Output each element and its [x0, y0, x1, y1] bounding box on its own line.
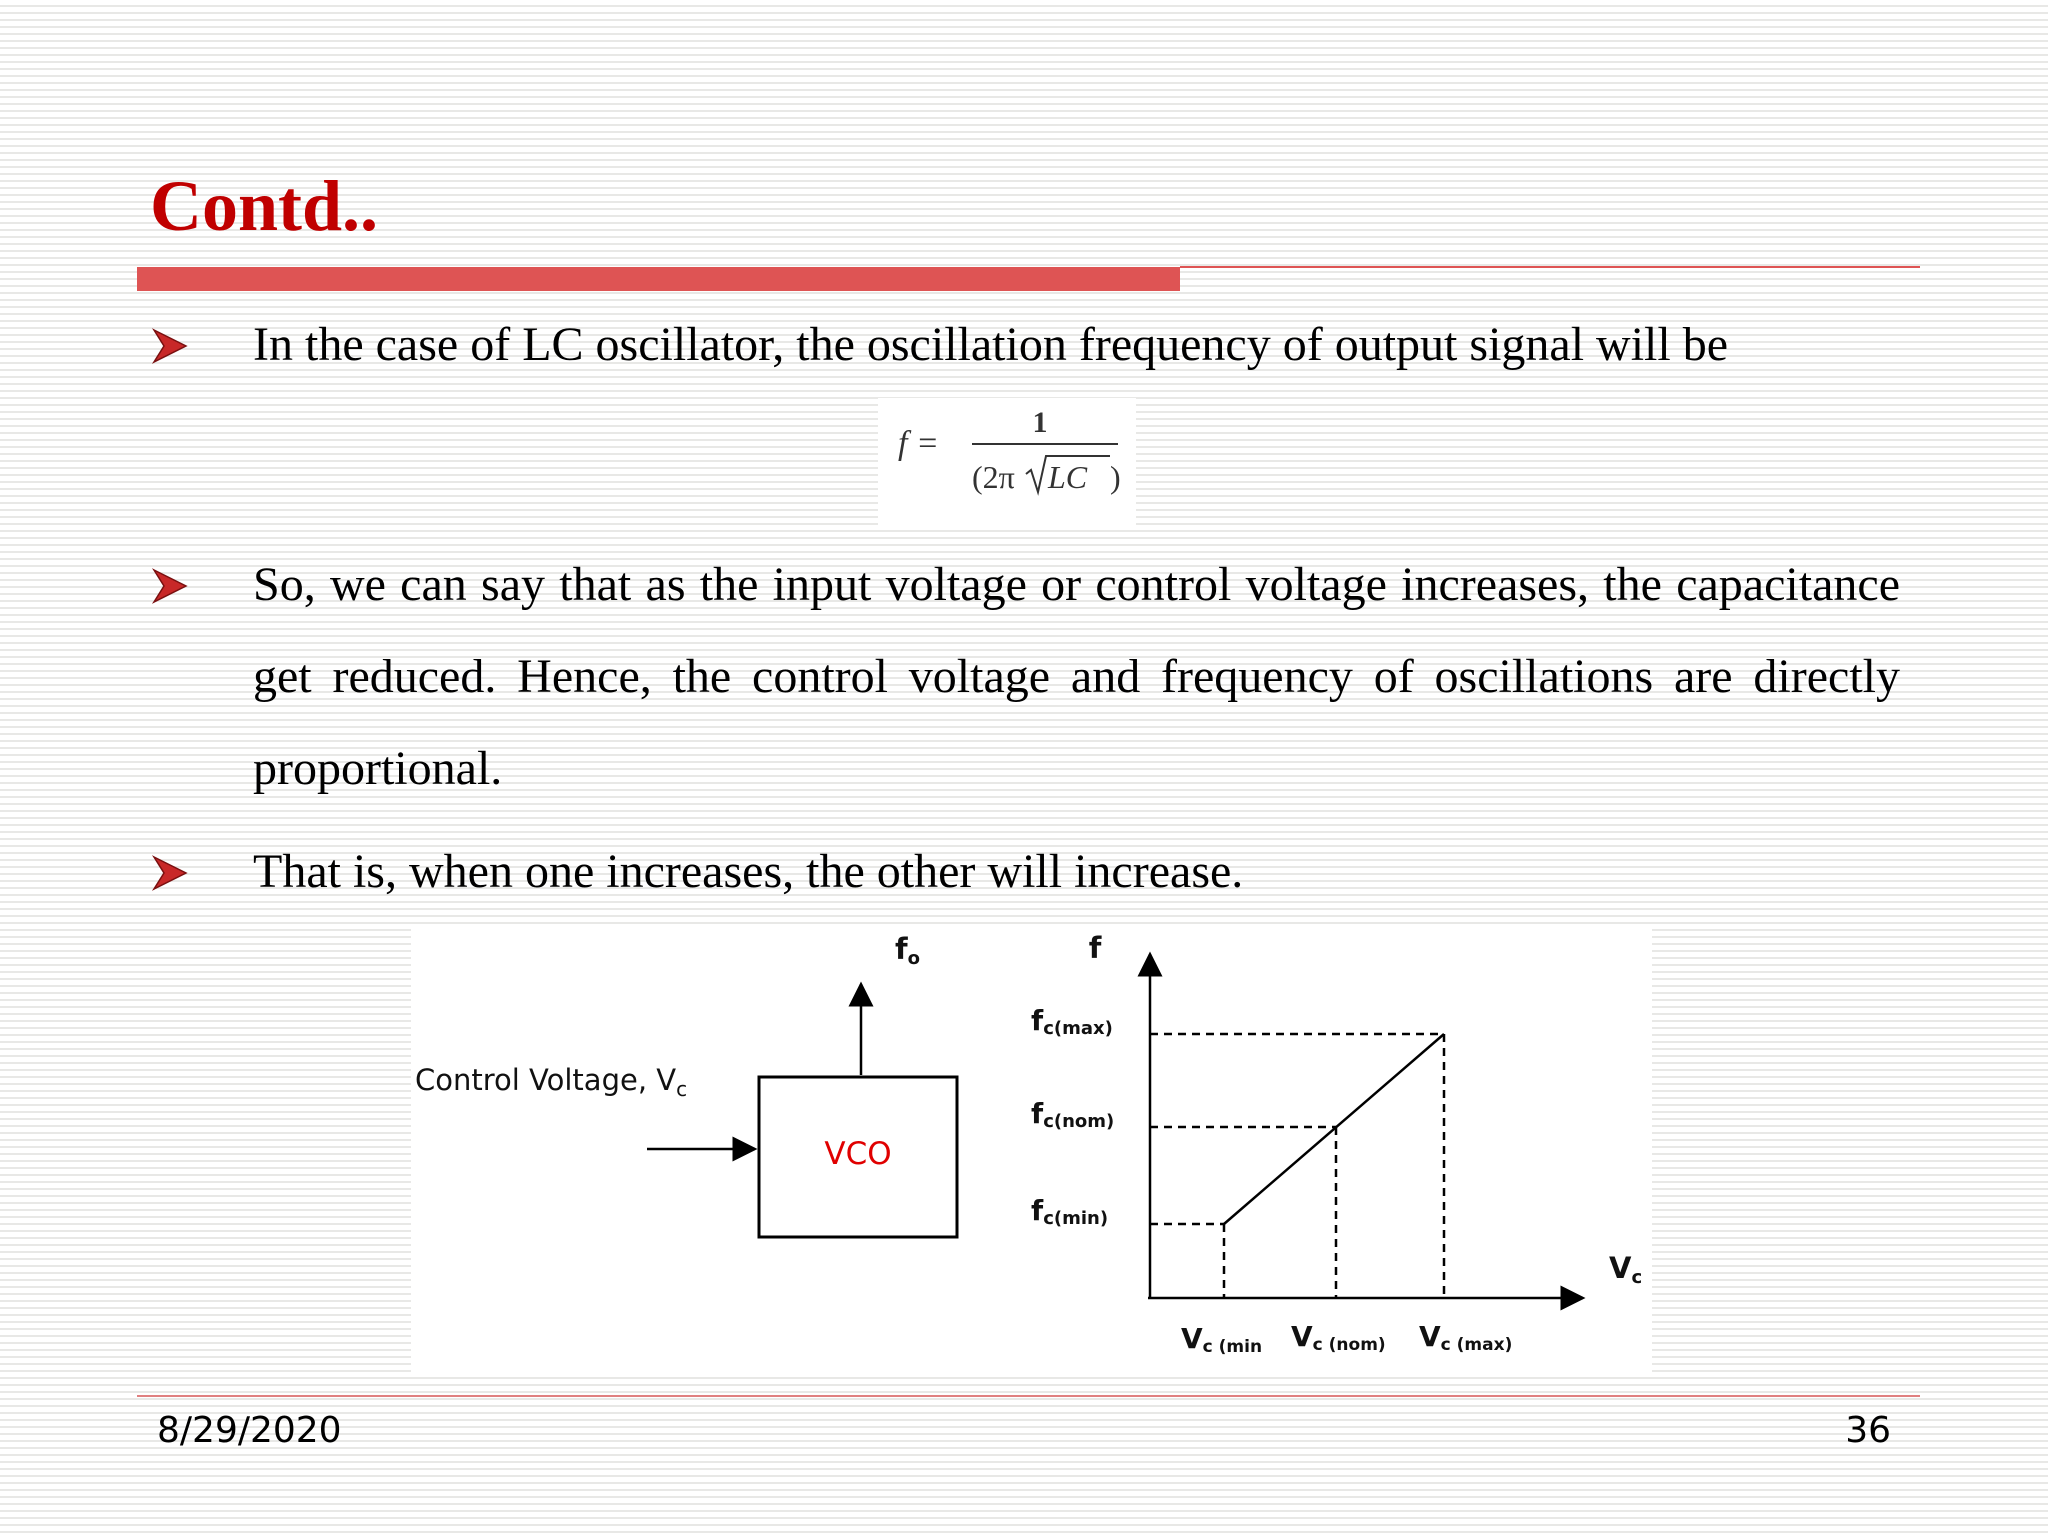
slide-title: Contd.. [150, 166, 379, 246]
title-rule-thin [1180, 266, 1920, 268]
formula-denominator-close: ) [1110, 459, 1121, 495]
bullet-text-2: So, we can say that as the input voltage or control voltage increases, the capacitance get reduced. Hence, the control voltage and frequency of oscillations are directly proportional. [253, 558, 1900, 795]
formula-denominator-open: (2π [972, 459, 1015, 495]
bullet-text-1: In the case of LC oscillator, the oscillation frequency of output signal will be [253, 318, 1729, 371]
frequency-formula [878, 398, 1136, 528]
control-voltage-label: Control Voltage, $V_c$ [415, 1063, 688, 1101]
vco-label: VCO [824, 1136, 892, 1172]
page-number: 36 [1845, 1410, 1891, 1451]
x-tick-vc-min: Vc (min [1181, 1322, 1263, 1357]
y-tick-fc-nom: fc(nom) [1031, 1097, 1115, 1132]
output-label: fo [895, 932, 920, 969]
arrow-bullet-icon [150, 566, 190, 606]
vco-figure [411, 924, 1652, 1372]
formula-numerator: 1 [1032, 406, 1048, 439]
graph-y-axis-label: f [1088, 931, 1102, 965]
arrow-bullet-icon [150, 326, 190, 366]
x-tick-vc-max: Vc (max) [1419, 1320, 1513, 1355]
graph-x-axis-label: Vc [1609, 1251, 1643, 1288]
characteristic-line [1224, 1034, 1444, 1224]
arrow-bullet-icon [150, 853, 190, 893]
formula-lhs: f = [898, 425, 939, 462]
footer-date: 8/29/2020 [157, 1410, 342, 1451]
bullet-text-3: That is, when one increases, the other will increase. [253, 845, 1244, 898]
x-tick-vc-nom: Vc (nom) [1291, 1320, 1386, 1355]
y-tick-fc-min: fc(min) [1031, 1194, 1109, 1229]
formula-denominator-root: LC [1048, 459, 1088, 495]
y-tick-fc-max: fc(max) [1031, 1004, 1113, 1039]
footer-rule [137, 1395, 1920, 1397]
title-rule-thick [137, 267, 1180, 291]
